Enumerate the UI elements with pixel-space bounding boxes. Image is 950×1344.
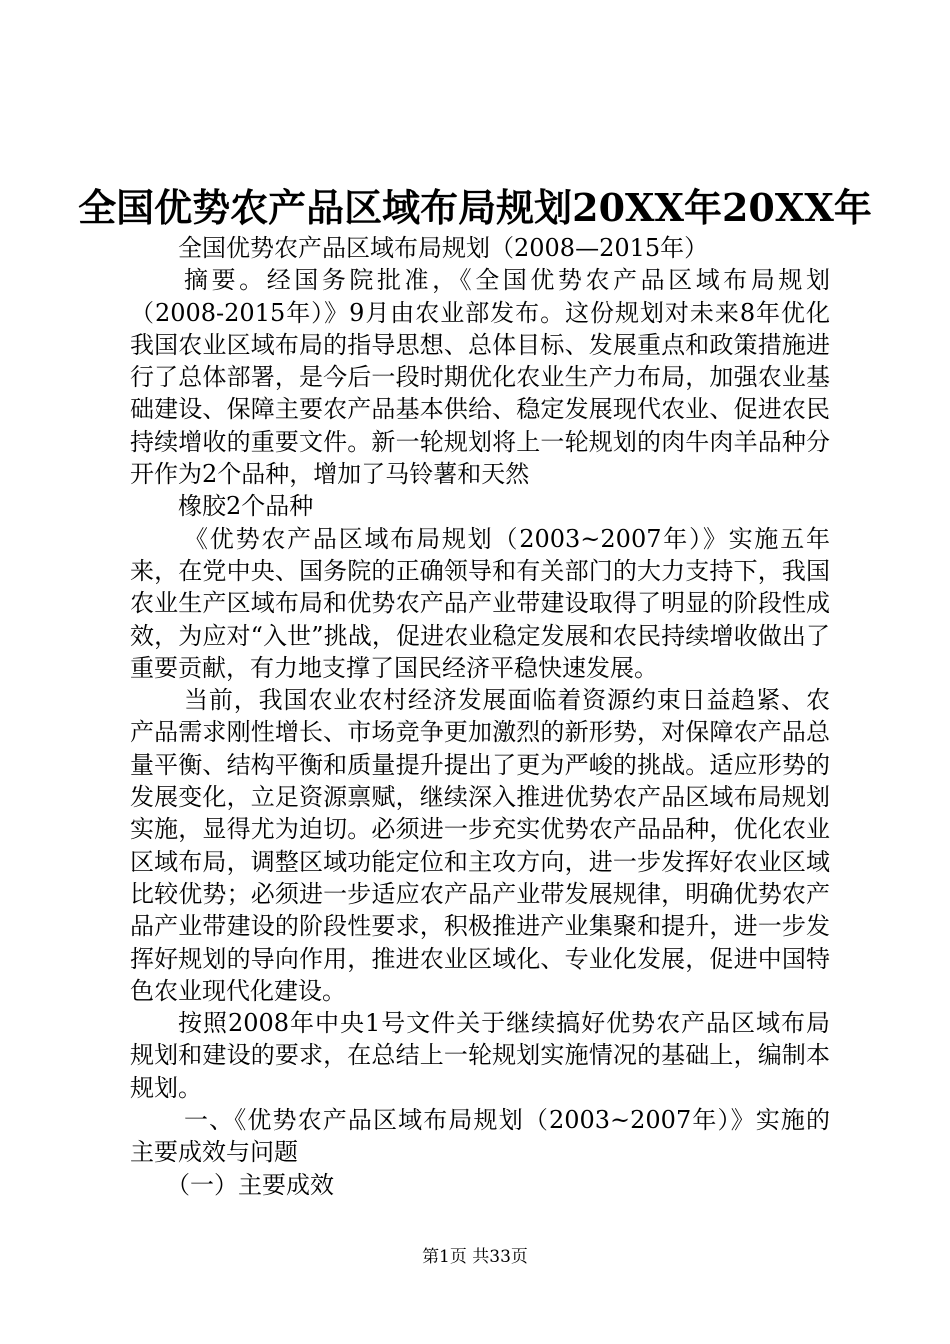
paragraph-current-situation: 当前，我国农业农村经济发展面临着资源约束日益趋紧、农产品需求刚性增长、市场竞争更加激烈的新形势，对保障农产品总量平衡、结构平衡和质量提升提出了更为严峻的挑战。适应形势的发展变化，立足资源禀赋，继续深入推进优势农产品区域布局规划实施，显得尤为迫切。必须进一步充实优势农产品品种，优化农业区域布局，调整区域功能定位和主攻方向，进一步发挥好农业区域比较优势；必须进一步适应农产品产业带发展规律，明确优势农产品产业带建设的阶段性要求，积极推进产业集聚和提升，进一步发挥好规划的导向作用，推进农业区域化、专业化发展，促进中国特色农业现代化建设。	[130, 686, 830, 1005]
subsection-heading-1: （一）主要成效	[166, 1170, 334, 1199]
paragraph-basis: 按照2008年中央1号文件关于继续搞好优势农产品区域布局规划和建设的要求，在总结上一轮规划实施情况的基础上，编制本规划。	[130, 1009, 830, 1102]
paragraph-implementation: 《优势农产品区域布局规划（2003~2007年）》实施五年来，在党中央、国务院的正确领导和有关部门的大力支持下，我国农业生产区域布局和优势农产品产业带建设取得了明显的阶段性成效，为应对“入世”挑战，促进农业稳定发展和农民持续增收做出了重要贡献，有力地支撑了国民经济平稳快速发展。	[130, 524, 830, 682]
page-footer: 第1页 共33页	[422, 1247, 528, 1267]
paragraph-abstract-cont: 橡胶2个品种	[178, 492, 314, 521]
document-body	[130, 232, 830, 1201]
paragraph-abstract: 摘要。经国务院批准，《全国优势农产品区域布局规划（2008-2015年）》9月由农业部发布。这份规划对未来8年优化我国农业区域布局的指导思想、总体目标、发展重点和政策措施进行了总体部署，是今后一段时期优化农业生产力布局，加强农业基础建设、保障主要农产品基本供给、稳定发展现代农业、促进农民持续增收的重要文件。新一轮规划将上一轮规划的肉牛肉羊品种分开作为2个品种，增加了马铃薯和天然	[130, 266, 830, 489]
section-heading-1: 一、《优势农产品区域布局规划（2003~2007年）》实施的主要成效与问题	[130, 1106, 830, 1167]
document-title: 全国优势农产品区域布局规划20XX年20XX年	[78, 185, 872, 230]
paragraph-subtitle: 全国优势农产品区域布局规划（2008—2015年）	[178, 234, 709, 262]
